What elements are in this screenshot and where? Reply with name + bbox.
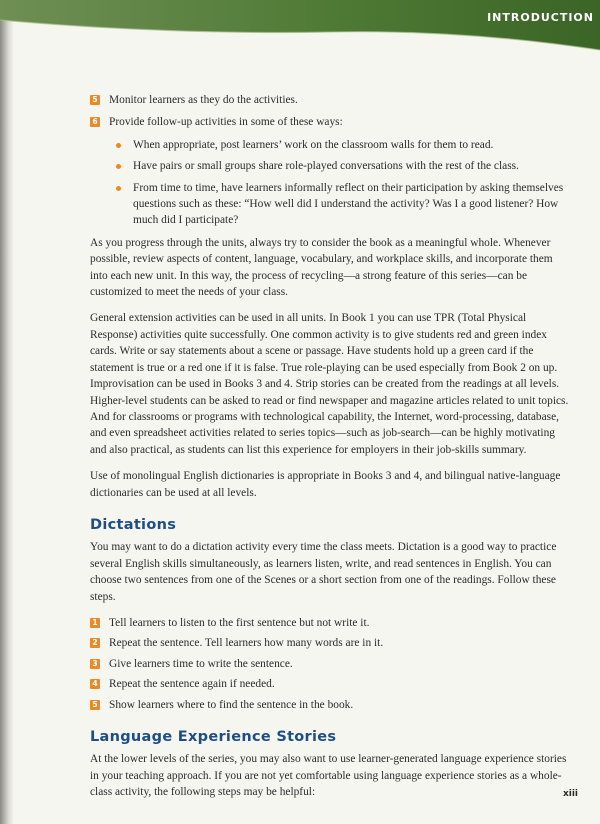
step-number-badge: 5	[90, 95, 100, 105]
header-green-swoosh	[0, 0, 600, 58]
page-content	[90, 92, 572, 811]
step-number-badge: 5	[90, 700, 100, 710]
page-number: xiii	[562, 789, 578, 799]
bullet-text: When appropriate, post learners’ work on the classroom walls for them to read.	[133, 138, 494, 151]
step-text: Show learners where to find the sentence in the book.	[109, 698, 354, 711]
step-text: Repeat the sentence again if needed.	[109, 678, 275, 691]
body-paragraph: Use of monolingual English dictionaries is appropriate in Books 3 and 4, and bilingual native-language dictionaries can be used at all levels.	[90, 470, 561, 499]
bullet-item	[116, 137, 572, 153]
language-experience-intro: At the lower levels of the series, you may also want to use learner-generated language experience stories in your teaching approach. If you are not yet comfortable using language experience stories as a whole-class activity, the following steps may be helpful:	[90, 753, 567, 799]
step-number-badge: 6	[90, 117, 100, 127]
bullet-dot-icon	[116, 186, 121, 191]
step-number-badge: 1	[90, 618, 100, 628]
dictation-step	[90, 656, 572, 672]
body-paragraph: General extension activities can be used in all units. In Book 1 you can use TPR (Total Physical Response) activities quite successfully. One common activity is to give students red and green index cards. Write or say statements about a scene or passage. Have students hold up a green card if the statement is true or a red one if it is false. True role-playing can be used especially from Book 2 on up. Improvisation can be used in Books 3 and 4. Strip stories can be created from the readings at all levels. Higher-level students can be asked to read or find newspaper and magazine articles related to unit topics. And for classrooms or programs with technological capability, the Internet, word-processing, database, and even spreadsheet activities related to series topics—such as job-search—can be highly motivating and also practical, as students can list this experience for employers in their job-skills summary.	[90, 312, 569, 456]
step-text: Give learners time to write the sentence.	[109, 657, 293, 670]
bullet-text: From time to time, have learners informally reflect on their participation by asking themselves questions such as these: “How well did I understand the activity? Was I a good listener? How much did I participate?	[133, 181, 564, 227]
bullet-dot-icon	[116, 143, 121, 148]
page-binding-shadow	[0, 0, 14, 824]
bullet-item	[116, 158, 572, 174]
section-heading-dictations: Dictations	[90, 516, 177, 533]
header-band	[0, 0, 600, 58]
bullet-text: Have pairs or small groups share role-played conversations with the rest of the class.	[133, 160, 519, 173]
follow-up-bullet-list	[116, 137, 572, 229]
step-text: Tell learners to listen to the first sentence but not write it.	[109, 616, 370, 629]
section-label: INTRODUCTION	[487, 11, 594, 24]
numbered-step	[90, 114, 572, 130]
step-text: Monitor learners as they do the activities.	[109, 94, 298, 106]
step-number-badge: 4	[90, 679, 100, 689]
step-text: Repeat the sentence. Tell learners how many words are in it.	[109, 637, 384, 650]
bullet-dot-icon	[116, 164, 121, 169]
dictation-step	[90, 615, 572, 631]
section-heading-language-experience: Language Experience Stories	[90, 729, 337, 745]
dictation-step	[90, 635, 572, 651]
dictations-intro: You may want to do a dictation activity every time the class meets. Dictation is a good way to practice several English skills simultaneously, as learners listen, write, and read sentences in English. You can choose two sentences from one of the Scenes or a short section from one of the readings. Follow these steps.	[90, 541, 557, 603]
numbered-step	[90, 92, 572, 108]
dictation-step	[90, 697, 572, 713]
step-number-badge: 3	[90, 659, 100, 669]
body-paragraph: As you progress through the units, always try to consider the book as a meaningful whole. Whenever possible, review aspects of content, language, vocabulary, and workplace skills, and incorporate them into each new unit. In this way, the process of recycling—a strong feature of this series—can be customized to meet the needs of your class.	[90, 236, 553, 299]
step-text: Provide follow-up activities in some of these ways:	[109, 116, 343, 129]
dictation-step	[90, 676, 572, 692]
bullet-item	[116, 180, 572, 229]
step-number-badge: 2	[90, 638, 100, 648]
